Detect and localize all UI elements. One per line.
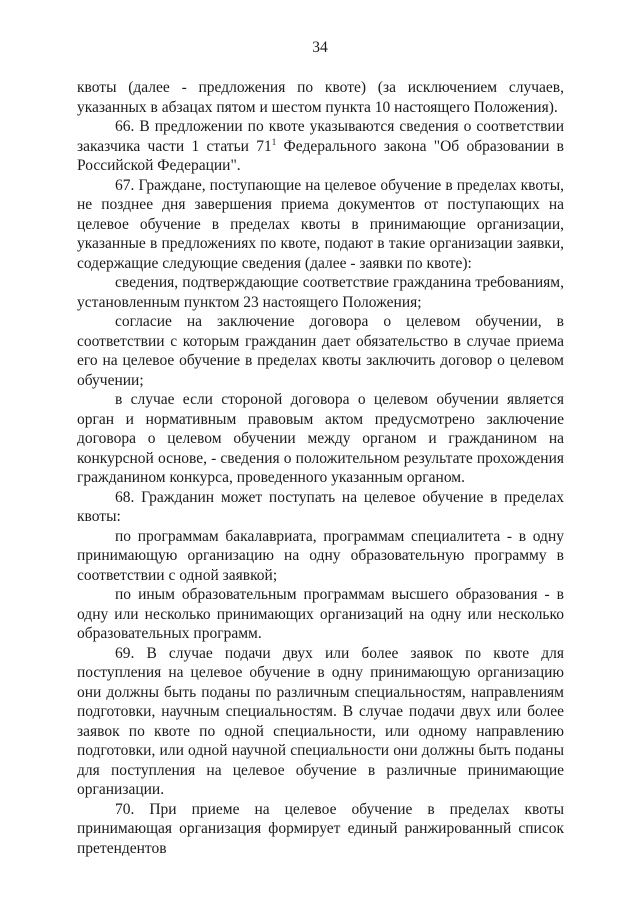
paragraph-68-item-2: по иным образовательным программам высшего образования - в одну или несколько принимающих организаций на одну или несколько образовательных программ. — [77, 586, 564, 642]
paragraph-66 — [77, 117, 564, 176]
paragraph-68-item-1: по программам бакалавриата, программам специалитета - в одну принимающую организацию на одну образовательную программу в соответствии с одной заявкой; — [77, 527, 564, 584]
paragraph-68: 68. Гражданин может поступать на целевое обучение в пределах квоты: — [77, 488, 564, 525]
paragraph-67: 67. Граждане, поступающие на целевое обучение в пределах квоты, не позднее дня завершения приема документов от поступающих на целевое обучение в пределах квоты в принимающие организации, указанные в предложениях по квоте, подают в такие организации заявки, содержащие следующие сведения (далее - заявки по квоте): — [77, 176, 564, 272]
paragraph-66-text-end: Федерального закона "Об образовании в Российской Федерации". — [77, 137, 564, 174]
paragraph-66-text: 66. В предложении по квоте указываются сведения о соответствии заказчика части 1 статьи 71 — [77, 118, 564, 155]
paragraph-67-item-3: в случае если стороной договора о целевом обучении является орган и нормативным правовым актом предусмотрено заключение договора о целевом обучении между органом и гражданином на конкурсной основе, - сведения о положительном результате прохождения гражданином конкурса, проведенного указанным органом. — [77, 391, 564, 486]
paragraph-70: 70. При приеме на целевое обучение в пределах квоты принимающая организация формирует единый ранжированный список претендентов — [77, 800, 564, 857]
footnote-superscript: 1 — [271, 136, 277, 147]
paragraph-67-item-2: согласие на заключение договора о целевом обучении, в соответствии с которым гражданин дает обязательство в случае приема его на целевое обучение в пределах квоты заключить договор о целевом обучении; — [77, 313, 564, 389]
document-body — [77, 78, 564, 858]
paragraph-67-item-1: сведения, подтверждающие соответствие гражданина требованиям, установленным пунктом 23 настоящего Положения; — [77, 274, 564, 311]
paragraph-69: 69. В случае подачи двух или более заявок по квоте для поступления на целевое обучение в одну принимающую организацию они должны быть поданы по различным специальностям, направлениям подготовки, научным специальностям. В случае подачи двух или более заявок по квоте по одной специальности, или одному направлению подготовки, или одной научной специальности они должны быть поданы для поступления на целевое обучение в различные принимающие организации. — [77, 644, 564, 798]
paragraph-intro: квоты (далее - предложения по квоте) (за исключением случаев, указанных в абзацах пятом и шестом пункта 10 настоящего Положения). — [77, 79, 564, 116]
page-number: 34 — [312, 39, 328, 56]
